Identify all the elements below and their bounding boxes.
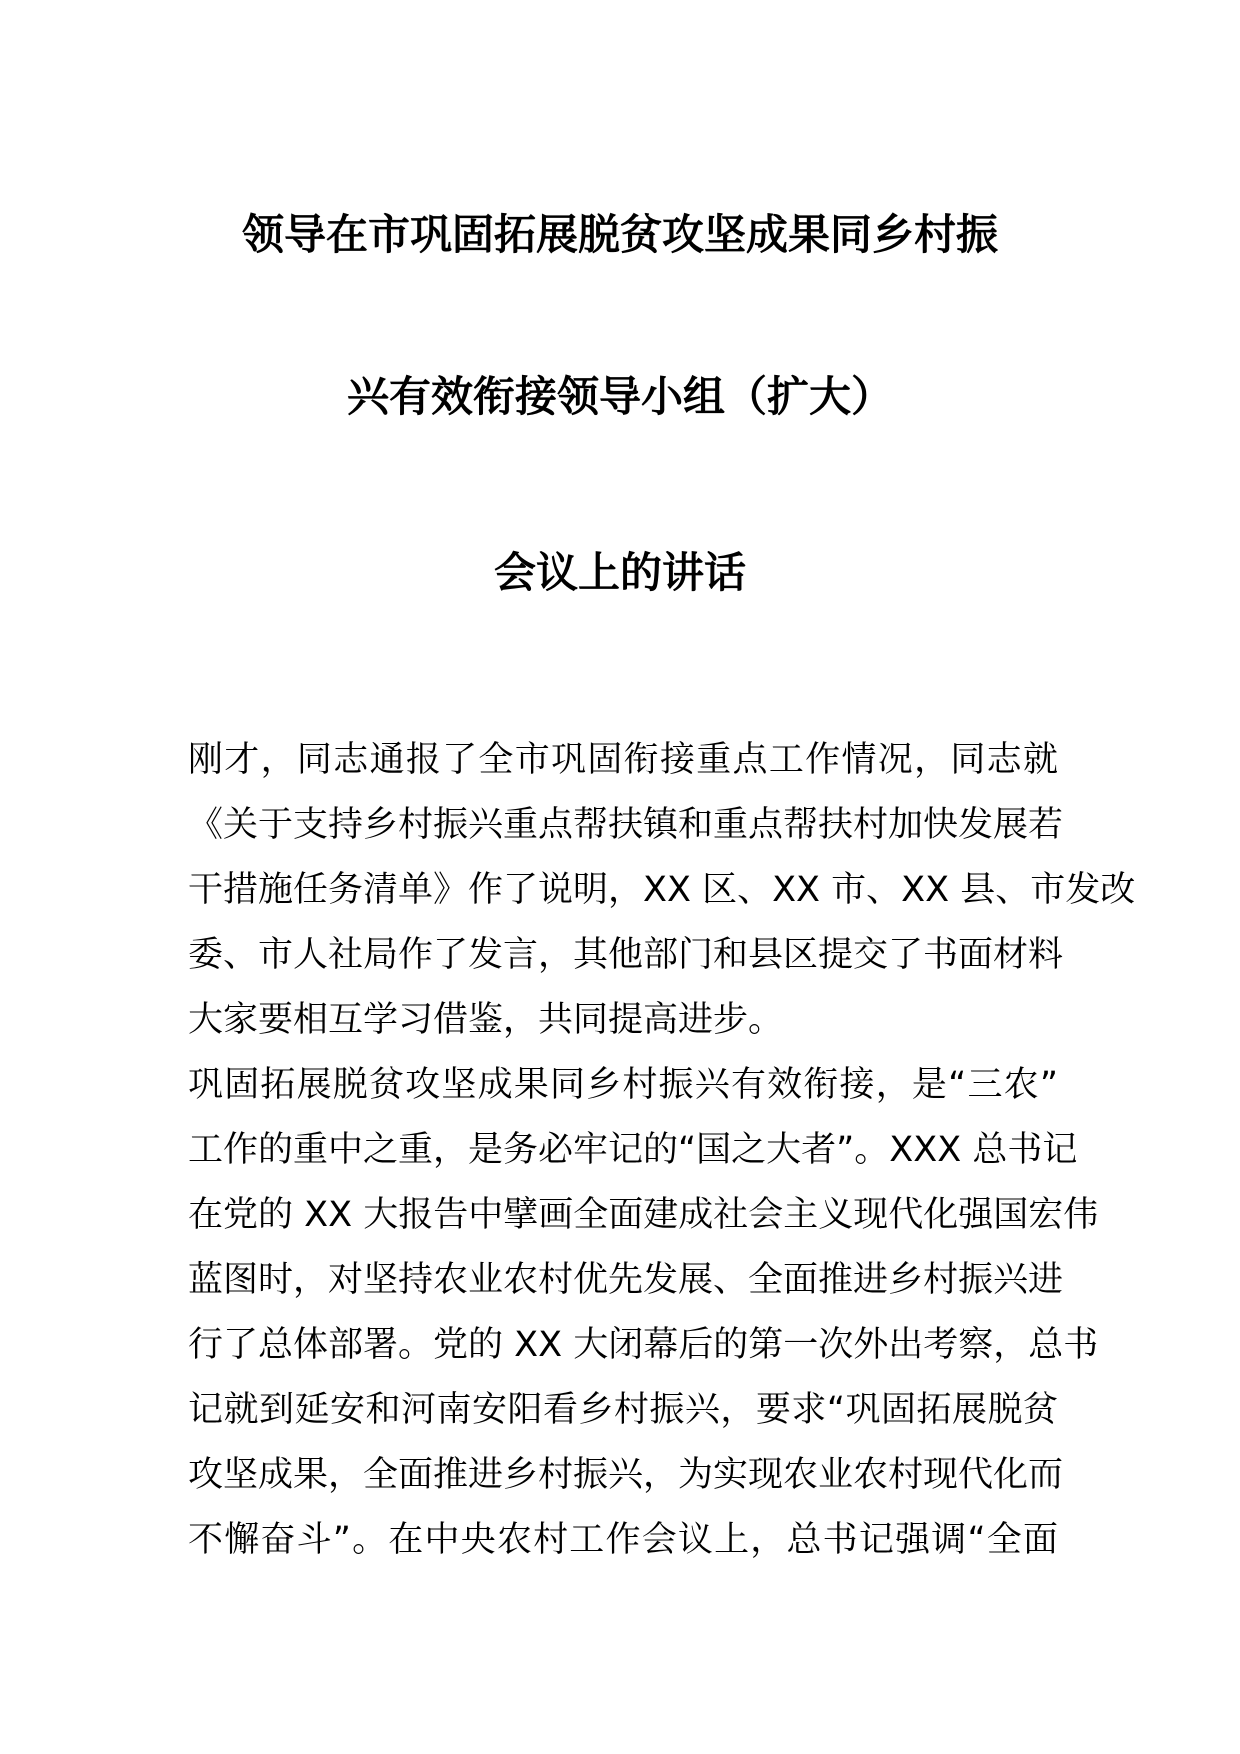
- body-line-10: 行了总体部署。党的 XX 大闭幕后的第一次外出考察，总书: [188, 1325, 1099, 1365]
- body-line-5: 大家要相互学习借鉴，共同提高进步。: [188, 1000, 784, 1040]
- title-line-2: 兴有效衔接领导小组（扩大）: [346, 372, 893, 421]
- body-line-12: 攻坚成果，全面推进乡村振兴，为实现农业农村现代化而: [188, 1455, 1064, 1495]
- body-line-4: 委、市人社局作了发言，其他部门和县区提交了书面材料: [188, 935, 1064, 975]
- body-line-3: 干措施任务清单》作了说明，XX 区、XX 市、XX 县、市发改: [188, 870, 1136, 910]
- title-line-3: 会议上的讲话: [493, 548, 746, 597]
- body-line-7: 工作的重中之重，是务必牢记的“国之大者”。XXX 总书记: [188, 1130, 1078, 1170]
- body-line-6: 巩固拓展脱贫攻坚成果同乡村振兴有效衔接，是“三农”: [188, 1065, 1058, 1105]
- body-line-11: 记就到延安和河南安阳看乡村振兴，要求“巩固拓展脱贫: [188, 1390, 1058, 1430]
- body-line-1: 刚才，同志通报了全市巩固衔接重点工作情况，同志就: [188, 740, 1058, 780]
- body-line-13: 不懈奋斗”。在中央农村工作会议上，总书记强调“全面: [188, 1520, 1058, 1560]
- title-line-1: 领导在市巩固拓展脱贫攻坚成果同乡村振: [241, 210, 998, 259]
- body-line-9: 蓝图时，对坚持农业农村优先发展、全面推进乡村振兴进: [188, 1260, 1064, 1300]
- body-line-8: 在党的 XX 大报告中擘画全面建成社会主义现代化强国宏伟: [188, 1195, 1099, 1235]
- body-line-2: 《关于支持乡村振兴重点帮扶镇和重点帮扶村加快发展若: [188, 805, 1064, 845]
